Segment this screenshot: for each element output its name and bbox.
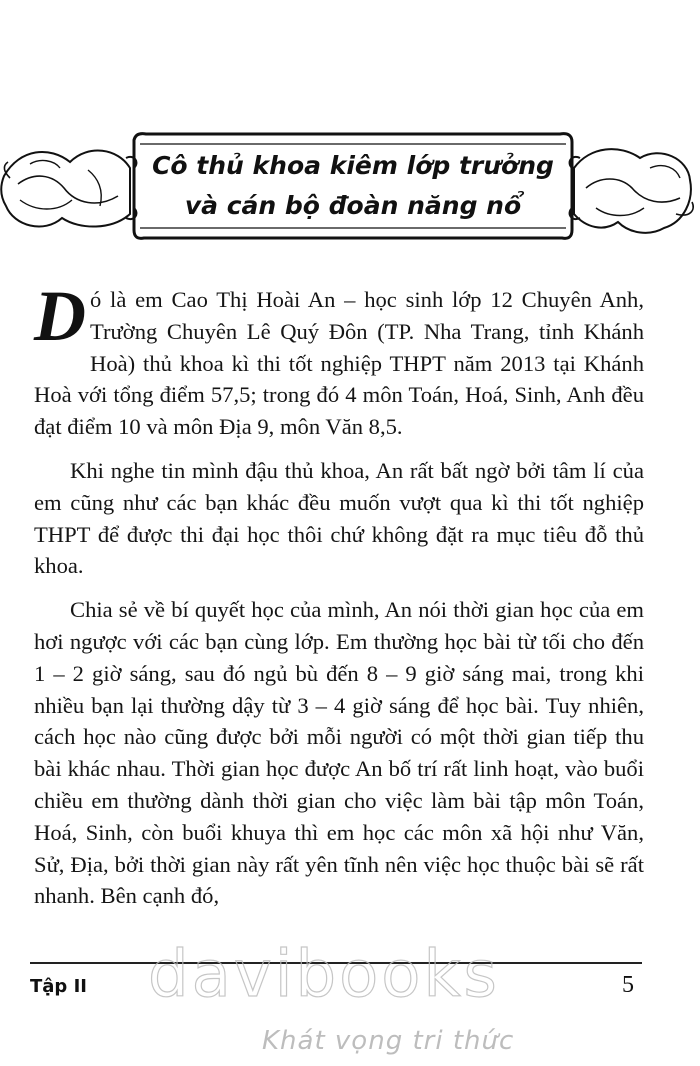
paragraph-1-text: ó là em Cao Thị Hoài An – học sinh lớp 12 Chuyên Anh, Trường Chuyên Lê Quý Đôn (TP. Nha Trang, tỉnh Khánh Hoà) thủ khoa kì thi tốt nghiệp THPT năm 2013 tại Khánh Hoà với tổng điểm 57,5; trong đó 4 môn Toán, Hoá, Sinh, Anh đều đạt điểm 10 và môn Địa 9, môn Văn 8,5.	[34, 287, 644, 440]
chapter-title-line-1: Cô thủ khoa kiêm lớp trưởng	[152, 151, 554, 180]
page-number: 5	[622, 972, 634, 998]
article-body	[34, 276, 644, 912]
volume-label: Tập II	[30, 976, 87, 997]
watermark-slogan: Khát vọng tri thức	[262, 1026, 515, 1056]
paragraph-2: Khi nghe tin mình đậu thủ khoa, An rất bất ngờ bởi tâm lí của em cũng như các bạn khác đều muốn vượt qua kì thi tốt nghiệp THPT để được thi đại học thôi chứ không đặt ra mục tiêu đỗ thủ khoa.	[34, 457, 644, 579]
watermark-brand: davibooks	[148, 938, 500, 1012]
chapter-title-line-2: và cán bộ đoàn năng nổ	[184, 191, 522, 220]
paragraph-3: Chia sẻ về bí quyết học của mình, An nói thời gian học của em hơi ngược với các bạn cùng lớp. Em thường học bài từ tối cho đến 1 – 2 giờ sáng, sau đó ngủ bù đến 8 – 9 giờ sáng mai, trong khi nhiều bạn lại thường dậy từ 3 – 4 giờ sáng để học bài. Tuy nhiên, cách học nào cũng được bởi mỗi người có một thời gian tiếp thu bài khác nhau. Thời gian học được An bố trí rất linh hoạt, vào buổi chiều em thường dành thời gian cho việc làm bài tập môn Toán, Hoá, Sinh, còn buổi khuya thì em học các môn xã hội như Văn, Sử, Địa, bởi thời gian này rất yên tĩnh nên việc học thuộc bài sẽ rất nhanh. Bên cạnh đó,	[34, 597, 644, 909]
drop-cap: D	[34, 276, 86, 356]
paragraph-1	[34, 276, 644, 443]
title-banner	[0, 118, 700, 258]
chapter-title	[134, 138, 572, 234]
